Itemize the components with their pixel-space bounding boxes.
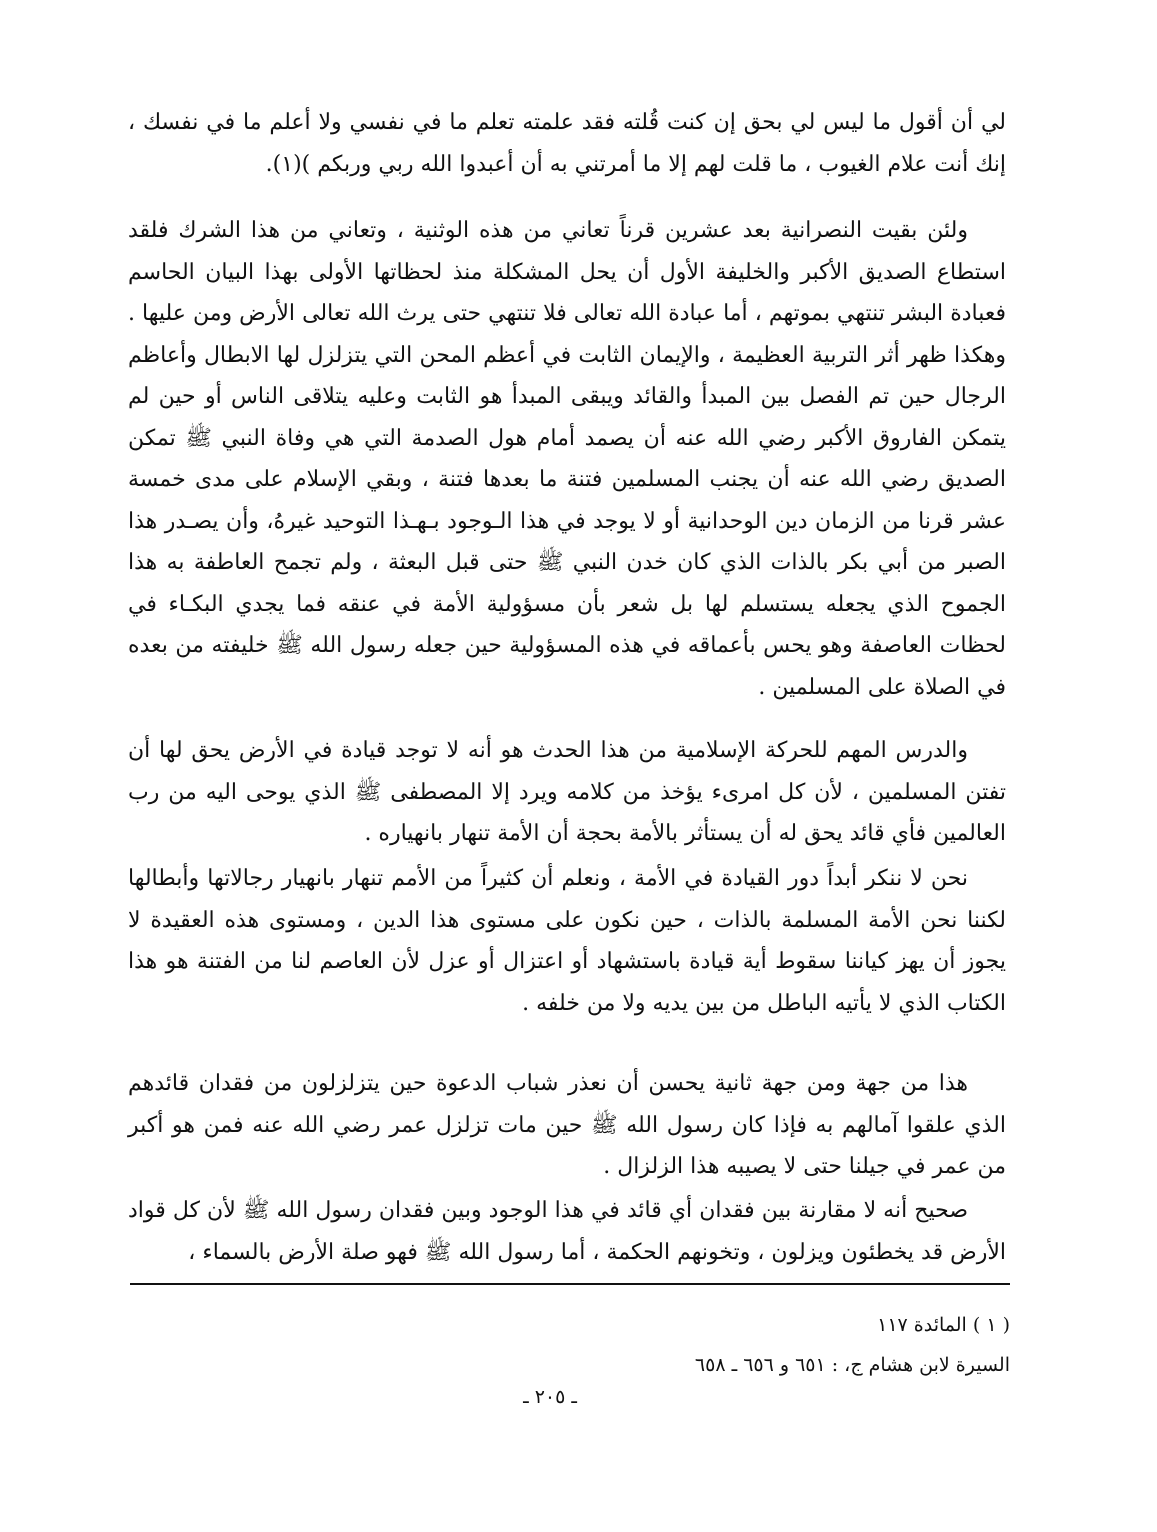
footnote-1: ( ١ ) المائدة ١١٧ — [877, 1314, 1010, 1336]
footnote-divider — [130, 1283, 1010, 1285]
paragraph-role-of-leadership — [128, 858, 1006, 1024]
paragraph-lesson-leadership — [128, 730, 1006, 855]
footnotes — [560, 1305, 1010, 1385]
paragraph-no-comparison — [128, 1190, 1006, 1273]
paragraph-youth-of-dawah — [128, 1063, 1006, 1188]
paragraph-christianity-comparison — [128, 210, 1006, 708]
page-number: ـ ٢٠٥ ـ — [523, 1386, 577, 1408]
paragraph-text: لي أن أقول ما ليس لي بحق إن كنت قُلته فقد علمته تعلم ما في نفسي ولا أعلم ما في نفسك ، إنك أنت علام الغيوب ، ما قلت لهم إلا ما أمرتني به أن أعبدوا الله ربي وربكم )(١). — [128, 110, 1006, 177]
paragraph-text: صحيح أنه لا مقارنة بين فقدان أي قائد في هذا الوجود وبين فقدان رسول الله ﷺ لأن كل قواد الأرض قد يخطئون ويزلون ، وتخونهم الحكمة ، أما رسول الله ﷺ فهو صلة الأرض بالسماء ، — [128, 1198, 1006, 1265]
paragraph-text: نحن لا ننكر أبداً دور القيادة في الأمة ، ونعلم أن كثيراً من الأمم تنهار بانهيار رجالاتها وأبطالها لكننا نحن الأمة المسلمة بالذات ، حين نكون على مستوى هذا الدين ، ومستوى هذه العقيدة لا يجوز أن يهز كياننا سقوط أية قيادة باستشهاد أو اعتزال أو عزل لأن العاصم لنا من الفتنة هو هذا الكتاب الذي لا يأتيه الباطل من بين يديه ولا من خلفه . — [128, 866, 1006, 1016]
footnote-2: السيرة لابن هشام ج، : ٦٥١ و ٦٥٦ ـ ٦٥٨ — [694, 1354, 1010, 1376]
paragraph-text: هذا من جهة ومن جهة ثانية يحسن أن نعذر شباب الدعوة حين يتزلزلون من فقدان قائدهم الذي علقوا آمالهم به فإذا كان رسول الله ﷺ حين مات تزلزل عمر رضي الله عنه فمن هو أكبر من عمر في جيلنا حتى لا يصيبه هذا الزلزال . — [128, 1071, 1006, 1179]
paragraph-quote-ending — [128, 102, 1006, 185]
paragraph-text: ولئن بقيت النصرانية بعد عشرين قرناً تعاني من هذه الوثنية ، وتعاني من هذا الشرك فلقد استطاع الصديق الأكبر والخليفة الأول أن يحل المشكلة منذ لحظاتها الأولى بهذا البيان الحاسم فعبادة البشر تنتهي بموتهم ، أما عبادة الله تعالى فلا تنتهي حتى يرث الله تعالى الأرض ومن عليها . وهكذا ظهر أثر التربية العظيمة ، والإيمان الثابت في أعظم المحن التي يتزلزل لها الابطال وأعاظم الرجال حين تم الفصل بين المبدأ والقائد ويبقى المبدأ هو الثابت وعليه يتلاقى الناس أو حين لم يتمكن الفاروق الأكبر رضي الله عنه أن يصمد أمام هول الصدمة التي هي وفاة النبي ﷺ تمكن الصديق رضي الله عنه أن يجنب المسلمين فتنة ما بعدها فتنة ، وبقي الإسلام على مدى خمسة عشر قرنا من الزمان دين الوحدانية أو لا يوجد في هذا الـوجود بـهـذا التوحيد غيرهُ، وأن يصـدر هذا الصبر من أبي بكر بالذات الذي كان خدن النبي ﷺ حتى قبل البعثة ، ولم تجمح العاطفة به هذا الجموح الذي يجعله يستسلم لها بل شعر بأن مسؤولية الأمة في عنقه فما يجدي البكـاء في لحظات العاصفة وهو يحس بأعماقه في هذه المسؤولية حين جعله رسول الله ﷺ خليفته من بعده في الصلاة على المسلمين . — [128, 218, 1006, 700]
paragraph-text: والدرس المهم للحركة الإسلامية من هذا الحدث هو أنه لا توجد قيادة في الأرض يحق لها أن تفتن المسلمين ، لأن كل امرىء يؤخذ من كلامه ويرد إلا المصطفى ﷺ الذي يوحى اليه من رب العالمين فأي قائد يحق له أن يستأثر بالأمة بحجة أن الأمة تنهار بانهياره . — [128, 738, 1006, 846]
